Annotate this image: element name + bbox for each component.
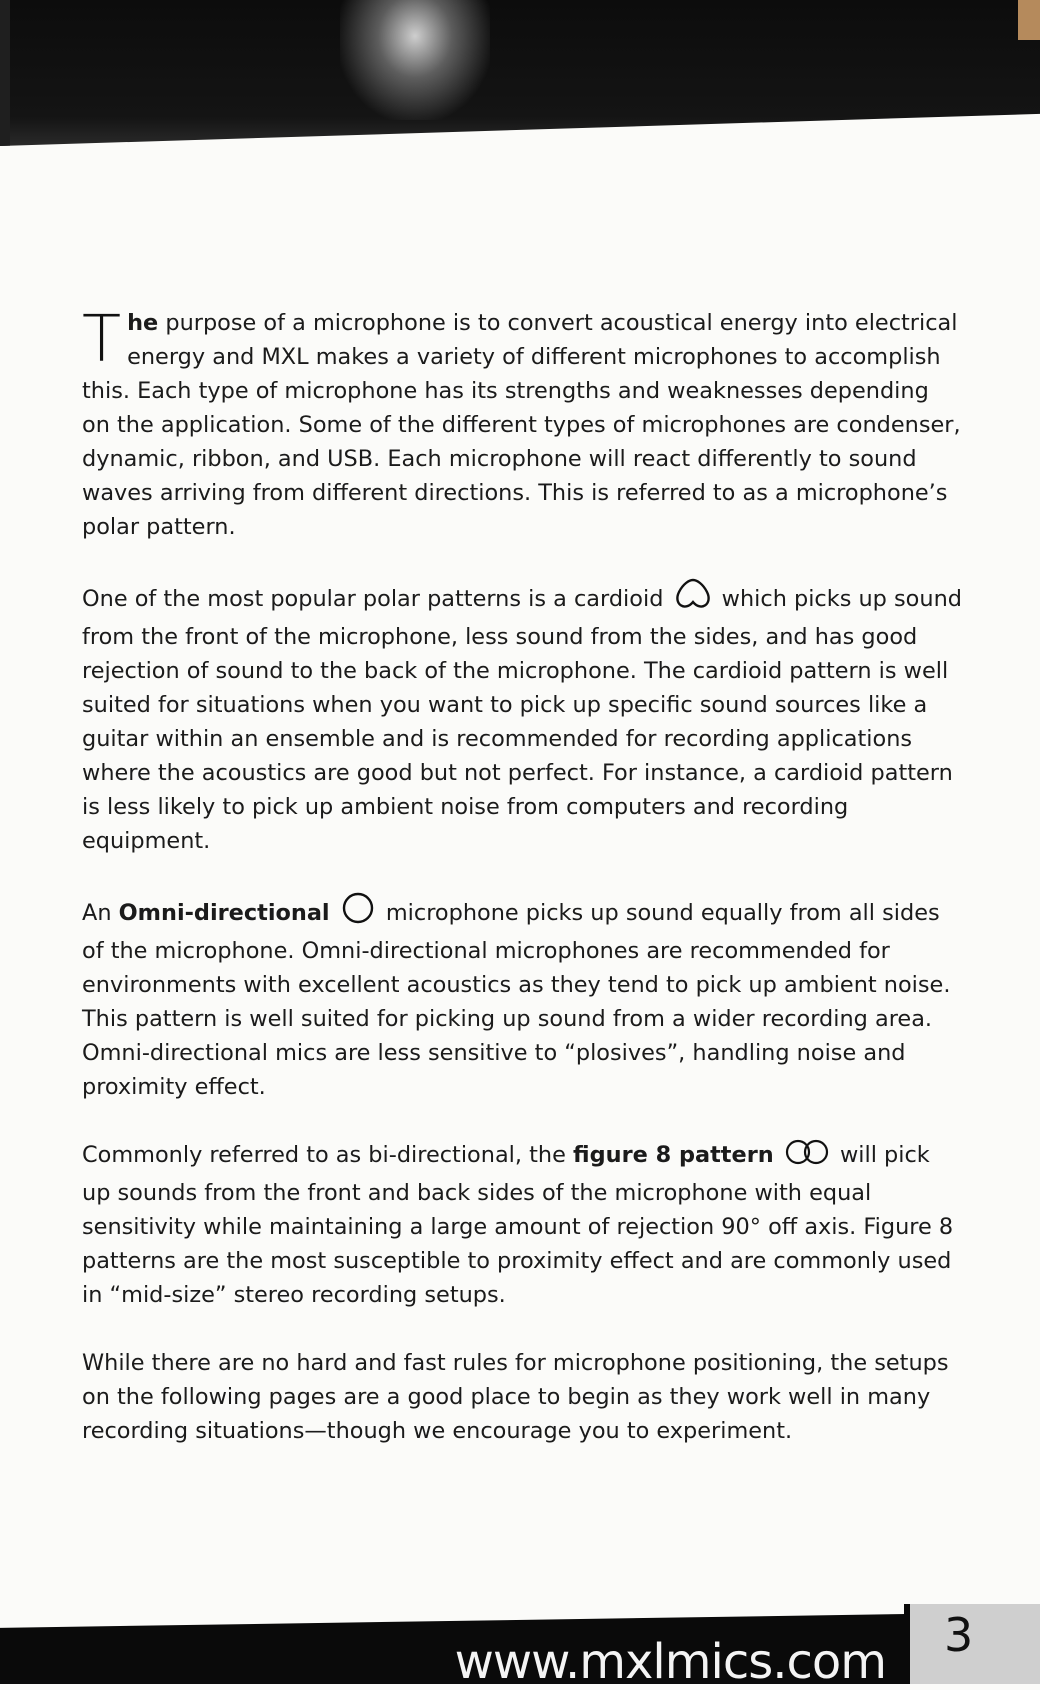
omni-text-after: microphone picks up sound equally from all sides of the microphone. Omni-directional microphones are recommended for environments with excellent acoustics as they tend to pick up ambient noise. This pattern is well suited for picking up sound from a wider recording area. Omni-directional mics are less sensitive to “plosives”, handling noise and proximity effect. xyxy=(82,900,951,1100)
intro-bold-lead: he xyxy=(127,310,159,336)
omni-text-before: An xyxy=(82,900,119,926)
paragraph-cardioid xyxy=(82,578,962,858)
figure8-text-after: will pick up sounds from the front and back sides of the microphone with equal sensitivity while maintaining a large amount of rejection 90° off axis. Figure 8 patterns are the most susceptible to proximity effect and are commonly used in “mid-size” stereo recording setups. xyxy=(82,1142,954,1308)
paragraph-positioning xyxy=(82,1346,962,1448)
positioning-text: While there are no hard and fast rules for microphone positioning, the setups on the following pages are a good place to begin as they work well in many recording situations—though we encourage you to experiment. xyxy=(82,1350,949,1444)
cover-top-band xyxy=(0,0,1040,146)
figure8-bold-term: figure 8 pattern xyxy=(573,1142,774,1168)
cardioid-text-before: One of the most popular polar patterns is a cardioid xyxy=(82,586,664,612)
light-glare xyxy=(340,0,490,120)
cardioid-text-after: which picks up sound from the front of the microphone, less sound from the sides, and has good rejection of sound to the back of the microphone. The cardioid pattern is well suited for situations when you want to pick up specific sound sources like a guitar within an ensemble and is recommended for recording applications where the acoustics are good but not perfect. For instance, a cardioid pattern is less likely to pick up ambient noise from computers and recording equipment. xyxy=(82,586,962,854)
page-number: 3 xyxy=(944,1608,974,1662)
paragraph-figure8 xyxy=(82,1138,962,1312)
cover-edge xyxy=(0,0,10,146)
cardioid-pattern-icon xyxy=(675,578,711,620)
figure-8-pattern-icon xyxy=(785,1138,829,1176)
website-link[interactable]: www.mxlmics.com xyxy=(454,1634,886,1690)
omni-pattern-icon xyxy=(341,892,375,934)
page-body xyxy=(82,303,962,1482)
paragraph-intro xyxy=(82,303,962,544)
dropcap-letter: T xyxy=(82,303,122,377)
omni-bold-term: Omni-directional xyxy=(118,900,330,926)
paragraph-omni xyxy=(82,892,962,1104)
table-surface xyxy=(1018,0,1040,40)
figure8-text-before: Commonly referred to as bi-directional, the xyxy=(82,1142,573,1168)
intro-text: purpose of a microphone is to convert acoustical energy into electrical energy and MXL makes a variety of different microphones to accomplish this. Each type of microphone has its strengths and weaknesses depending on the application. Some of the different types of microphones are condenser, dynamic, ribbon, and USB. Each microphone will react differently to sound waves arriving from different directions. This is referred to as a microphone’s polar pattern. xyxy=(82,310,961,540)
page-number-box xyxy=(904,1604,1040,1684)
